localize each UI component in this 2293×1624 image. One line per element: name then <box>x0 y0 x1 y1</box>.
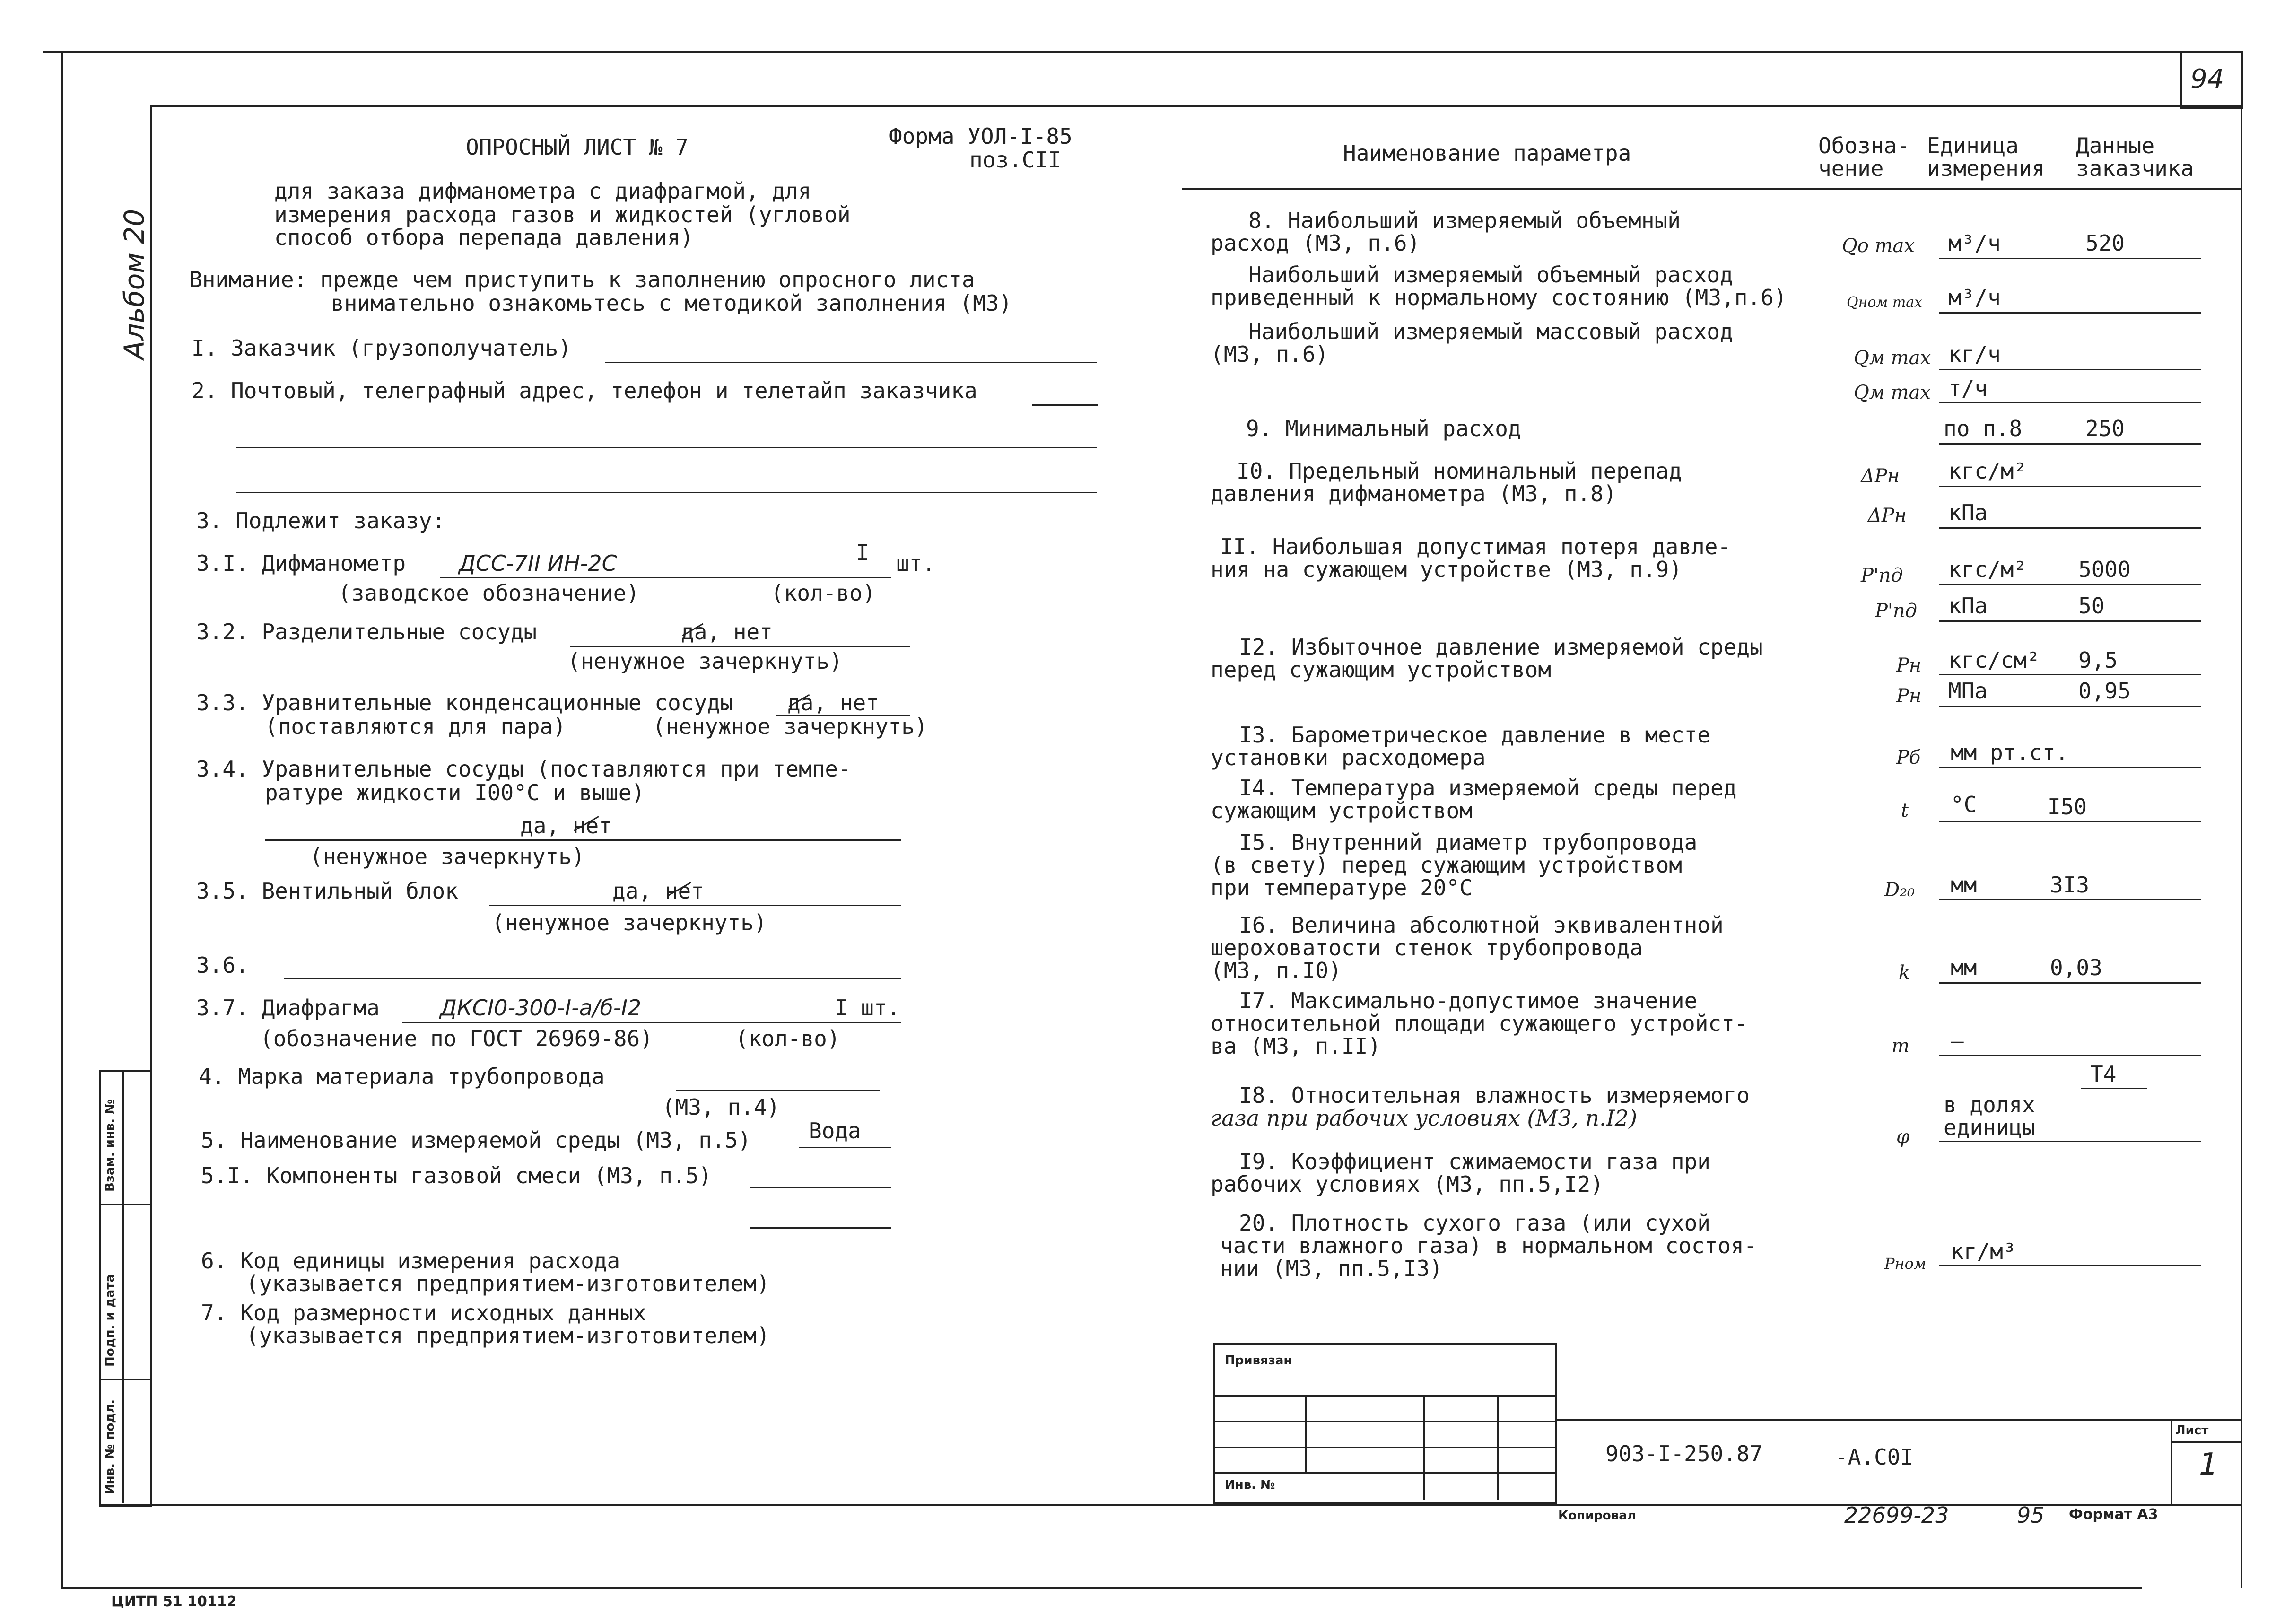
outer-frame-right <box>2241 51 2242 1588</box>
item-3-4-line-1: 3.4. Уравнительные сосуды (поставляются при темпе- <box>196 756 851 782</box>
param-13-field[interactable] <box>1939 767 2201 768</box>
param-17-unit: – <box>1951 1028 1964 1054</box>
sheet-code: -А.С0I <box>1835 1444 1914 1470</box>
param-14-value[interactable]: I50 <box>2048 794 2087 820</box>
item-3-2-field[interactable] <box>570 646 910 647</box>
item-3-6-label: 3.6. <box>196 952 249 978</box>
param-8b-line-1: Наибольший измеряемый объемный расход <box>1248 262 1733 288</box>
param-8c-symbol: Qм max <box>1854 347 1931 369</box>
param-18-symbol: φ <box>1896 1126 1910 1148</box>
param-8c-field[interactable] <box>1939 369 2201 370</box>
item-3-label: 3. Подлежит заказу: <box>196 508 445 533</box>
param-13-line-1: I3. Барометрическое давление в месте <box>1239 722 1710 748</box>
param-12-unit: кгс/см² <box>1948 647 2040 673</box>
list-cell-left <box>2171 1419 2172 1504</box>
item-3-1-field[interactable] <box>440 577 891 578</box>
item-3-4-sub: (ненужное зачеркнуть) <box>310 844 585 869</box>
header-param: Наименование параметра <box>1343 140 1631 166</box>
param-15-field <box>1939 899 2201 900</box>
param-14-line-1: I4. Температура измеряемой среды перед <box>1239 775 1737 801</box>
header-unit-2: измерения <box>1927 156 2045 181</box>
param-12b-symbol: Pн <box>1896 685 1922 707</box>
item-3-1-label: 3.I. Дифманометр <box>196 550 406 576</box>
stamp-divider-v <box>122 1070 124 1503</box>
param-15-line-1: I5. Внутренний диаметр трубопровода <box>1239 829 1698 855</box>
title-block-top <box>1555 1419 2241 1421</box>
param-18-unit-2: единицы <box>1944 1115 2035 1140</box>
param-20-line-2: части влажного газа) в нормальном состоя- <box>1220 1233 1757 1258</box>
header-designation-1: Обозна- <box>1818 133 1910 158</box>
inv-no-label: Инв. № <box>1225 1478 1275 1492</box>
list-number: 1 <box>2199 1447 2218 1482</box>
param-16-unit: мм <box>1951 955 1977 980</box>
param-10-line-2: давления дифманометра (МЗ, п.8) <box>1211 481 1617 506</box>
param-10-field[interactable] <box>1939 486 2201 487</box>
param-16-line-1: I6. Величина абсолютной эквивалентной <box>1239 912 1724 938</box>
param-13-symbol: Pб <box>1896 747 1921 768</box>
sheet-corner-number: 94 <box>2190 64 2224 95</box>
param-15-value[interactable]: 3I3 <box>2050 872 2090 898</box>
item-3-7-field[interactable] <box>402 1022 901 1023</box>
header-data-2: заказчика <box>2076 156 2194 181</box>
list-label: Лист <box>2175 1423 2209 1438</box>
footer-format: Формат А3 <box>2069 1506 2158 1523</box>
kopiroval-label: Копировал <box>1558 1509 1636 1523</box>
item-1-label: I. Заказчик (грузополучатель) <box>192 335 572 361</box>
param-12-value[interactable]: 9,5 <box>2078 647 2118 673</box>
param-11-unit: кгс/м² <box>1948 557 2027 582</box>
right-header-underline <box>1182 188 2241 190</box>
param-10b-symbol: ΔPн <box>1868 505 1907 526</box>
item-5-1-label: 5.I. Компоненты газовой смеси (МЗ, п.5) <box>201 1163 712 1188</box>
param-18-field[interactable] <box>1939 1141 2201 1142</box>
param-10b-unit: кПа <box>1948 500 1988 525</box>
footer-page-number: 95 <box>2017 1502 2045 1528</box>
param-18-line-1: I8. Относительная влажность измеряемого <box>1239 1083 1750 1108</box>
item-3-4-value: да, нет <box>520 813 612 838</box>
param-12-line-1: I2. Избыточное давление измеряемой среды <box>1239 634 1763 660</box>
outer-frame-bottom <box>61 1587 2142 1589</box>
item-5-value: Вода <box>809 1118 861 1144</box>
privyazan-row-3 <box>1213 1447 1555 1448</box>
privyazan-col-1 <box>1305 1395 1307 1472</box>
item-5-field[interactable] <box>799 1147 891 1148</box>
header-data-1: Данные <box>2076 133 2155 158</box>
item-3-7-value: ДКСI0-300-I-а/б-I2 <box>440 995 642 1021</box>
param-17-line-3: ва (МЗ, п.II) <box>1211 1033 1381 1059</box>
list-cell-divider <box>2171 1441 2241 1443</box>
privyazan-col-3 <box>1497 1395 1499 1500</box>
item-3-7-sub-2: (кол-во) <box>735 1026 840 1051</box>
param-15-symbol: D₂₀ <box>1884 879 1915 901</box>
param-8c-unit: кг/ч <box>1948 341 2001 367</box>
item-3-1-value: ДСС-7II ИН-2С <box>459 550 617 576</box>
item-3-2-value: да, нет <box>681 619 773 645</box>
album-label: Альбом 20 <box>118 209 150 359</box>
param-12b-field <box>1939 706 2201 707</box>
param-12b-value[interactable]: 0,95 <box>2078 678 2131 704</box>
footer-doc-number: 22699-23 <box>1844 1502 1949 1528</box>
item-6-line-2: (указывается предприятием-изготовителем) <box>246 1271 770 1296</box>
outer-frame-left <box>61 51 63 1588</box>
form-title: ОПРОСНЫЙ ЛИСТ № 7 <box>466 134 689 160</box>
item-5-1-field-a[interactable] <box>750 1187 891 1188</box>
param-9-value[interactable]: 250 <box>2085 416 2125 441</box>
privyazan-row-2 <box>1213 1421 1555 1422</box>
param-8-field <box>1939 258 2201 259</box>
param-19-line-1: I9. Коэффициент сжимаемости газа при <box>1239 1149 1710 1174</box>
item-3-1-sub-2: (кол-во) <box>771 580 876 606</box>
param-15-unit: мм <box>1951 872 1977 898</box>
item-3-3-label: 3.3. Уравнительные конденсационные сосуды <box>196 690 733 716</box>
item-3-7-qty: I шт. <box>835 995 900 1021</box>
stamp-cell-3: Инв. № подл. <box>103 1399 117 1494</box>
param-8c-line-1: Наибольший измеряемый массовый расход <box>1248 319 1733 344</box>
param-8-line-2: расход (МЗ, п.6) <box>1211 230 1421 256</box>
item-3-1-sub-1: (заводское обозначение) <box>338 580 639 606</box>
param-14-field <box>1939 821 2201 822</box>
param-15-line-3: при температуре 20°С <box>1211 875 1473 900</box>
param-10-symbol: ΔPн <box>1861 465 1900 487</box>
param-12-field <box>1939 674 2201 675</box>
privyazan-row-1 <box>1213 1395 1555 1397</box>
param-8-symbol: Qо max <box>1842 235 1915 257</box>
param-11b-field <box>1939 620 2201 622</box>
param-17-line-1: I7. Максимально-допустимое значение <box>1239 988 1698 1013</box>
param-16-line-3: (МЗ, п.I0) <box>1211 958 1342 983</box>
attention-2: внимательно ознакомьтесь с методикой заполнения (МЗ) <box>331 290 1012 316</box>
item-3-3-sub-1: (поставляются для пара) <box>265 714 566 739</box>
item-1-field[interactable] <box>605 362 1097 363</box>
document-code: 903-I-250.87 <box>1605 1441 1763 1467</box>
form-position: поз.СII <box>969 147 1061 173</box>
privyazan-row-4 <box>1213 1472 1555 1474</box>
item-3-2-sub: (ненужное зачеркнуть) <box>567 648 843 674</box>
param-17-symbol: m <box>1892 1035 1909 1057</box>
attention-1: Внимание: прежде чем приступить к заполнению опросного листа <box>189 267 975 292</box>
param-11-line-2: ния на сужающем устройстве (МЗ, п.9) <box>1211 557 1682 582</box>
param-12-line-2: перед сужающим устройством <box>1211 657 1552 682</box>
item-7-line-1: 7. Код размерности исходных данных <box>201 1300 646 1326</box>
param-20-symbol: Pном <box>1884 1255 1927 1273</box>
param-18-line-2: газа при рабочих условиях (МЗ, п.I2) <box>1211 1105 1638 1131</box>
param-13-line-2: установки расходомера <box>1211 745 1486 770</box>
param-8-value[interactable]: 520 <box>2085 230 2125 256</box>
stamp-divider-1 <box>99 1204 150 1205</box>
param-16-field <box>1939 982 2201 984</box>
subtitle-2: измерения расхода газов и жидкостей (угловой <box>274 202 851 227</box>
subtitle-1: для заказа дифманометра с диафрагмой, для <box>274 178 811 204</box>
item-3-1-unit: шт. <box>896 550 936 576</box>
item-3-4-line-2: ратуре жидкости I00°С и выше) <box>265 780 645 805</box>
item-2-field-c[interactable] <box>236 492 1097 493</box>
item-3-7-sub-1: (обозначение по ГОСТ 26969-86) <box>260 1026 653 1051</box>
inner-frame-top <box>150 105 2241 107</box>
param-17-value-underline <box>2081 1088 2147 1089</box>
param-14-line-2: сужающим устройством <box>1211 798 1473 823</box>
item-3-2-label: 3.2. Разделительные сосуды <box>196 619 537 645</box>
item-7-line-2: (указывается предприятием-изготовителем) <box>246 1323 770 1348</box>
param-9-field <box>1939 443 2201 445</box>
param-10-unit: кгс/м² <box>1948 458 2027 484</box>
param-11-symbol: P'пд <box>1861 565 1903 586</box>
param-8b-symbol: Qном max <box>1847 294 1923 311</box>
param-8-unit: м³/ч <box>1948 230 2001 256</box>
item-3-6-field[interactable] <box>284 978 901 979</box>
param-12b-unit: МПа <box>1948 678 1988 704</box>
param-20-line-3: нии (МЗ, пп.5,I3) <box>1220 1256 1443 1281</box>
stamp-divider-2 <box>99 1379 150 1380</box>
param-11-value[interactable]: 5000 <box>2078 557 2131 582</box>
param-10-line-1: I0. Предельный номинальный перепад <box>1237 458 1682 484</box>
form-code: Форма УОЛ-I-85 <box>889 123 1072 149</box>
item-2-field-b[interactable] <box>236 447 1097 448</box>
item-3-5-label: 3.5. Вентильный блок <box>196 878 458 904</box>
param-11b-unit: кПа <box>1948 593 1988 619</box>
param-14-symbol: t <box>1901 800 1909 821</box>
param-16-line-2: шероховатости стенок трубопровода <box>1211 935 1643 960</box>
param-8b-field[interactable] <box>1939 312 2201 314</box>
param-18-unit-1: в долях <box>1944 1092 2035 1118</box>
param-9-label: 9. Минимальный расход <box>1246 416 1521 441</box>
item-3-3-sub-2: (ненужное зачеркнуть) <box>653 714 928 739</box>
param-13-unit: мм рт.ст. <box>1951 740 2069 765</box>
stamp-cell-1: Взам. инв. № <box>103 1099 117 1192</box>
item-3-5-value: да, нет <box>612 878 704 904</box>
param-8b-unit: м³/ч <box>1948 285 2001 310</box>
param-15-line-2: (в свету) перед сужающим устройством <box>1211 852 1682 878</box>
param-20-unit: кг/м³ <box>1951 1239 2016 1264</box>
item-2-field-a[interactable] <box>1032 404 1098 406</box>
item-5-label: 5. Наименование измеряемой среды (МЗ, п.5) <box>201 1127 751 1153</box>
param-11-line-1: II. Наибольшая допустимая потеря давле- <box>1220 534 1731 559</box>
param-17-value[interactable]: Т4 <box>2090 1061 2117 1087</box>
item-2-label: 2. Почтовый, телеграфный адрес, телефон и телетайп заказчика <box>192 378 977 403</box>
param-11b-value[interactable]: 50 <box>2078 593 2105 619</box>
outer-frame-top <box>43 51 2241 53</box>
stamp-cell-2: Подп. и дата <box>103 1274 117 1367</box>
param-8-line-1: 8. Наибольший измеряемый объемный <box>1248 208 1681 233</box>
param-17-field[interactable] <box>1939 1055 2201 1056</box>
item-3-4-field[interactable] <box>265 839 901 841</box>
privyazan-label: Привязан <box>1225 1353 1292 1368</box>
header-unit-1: Единица <box>1927 133 2019 158</box>
item-3-5-sub: (ненужное зачеркнуть) <box>492 910 767 935</box>
item-5-1-field-b[interactable] <box>750 1227 891 1229</box>
param-20-line-1: 20. Плотность сухого газа (или сухой <box>1239 1210 1710 1236</box>
param-11b-symbol: P'пд <box>1875 600 1918 622</box>
param-19-line-2: рабочих условиях (МЗ, пп.5,I2) <box>1211 1171 1604 1197</box>
item-4-field[interactable] <box>676 1090 880 1091</box>
item-3-3-value: да, нет <box>787 690 879 716</box>
param-20-field[interactable] <box>1939 1265 2201 1266</box>
param-8d-field[interactable] <box>1939 402 2201 403</box>
param-12-symbol: Pн <box>1896 655 1922 676</box>
item-4-ref: (МЗ, п.4) <box>662 1094 780 1120</box>
param-10b-field[interactable] <box>1939 527 2201 529</box>
param-16-symbol: k <box>1899 962 1910 984</box>
param-8d-unit: т/ч <box>1948 375 1988 401</box>
item-3-7-label: 3.7. Диафрагма <box>196 995 380 1021</box>
subtitle-3: способ отбора перепада давления) <box>274 225 694 250</box>
param-8d-symbol: Qм max <box>1854 382 1931 403</box>
item-3-5-field[interactable] <box>489 905 901 906</box>
param-17-line-2: относительной площади сужающего устройст- <box>1211 1011 1748 1036</box>
header-designation-2: чение <box>1818 156 1884 181</box>
param-14-unit: °С <box>1951 792 1977 817</box>
item-3-1-qty: I <box>856 540 869 565</box>
param-8b-line-2: приведенный к нормальному состоянию (МЗ,п.6) <box>1211 285 1787 310</box>
param-16-value[interactable]: 0,03 <box>2050 955 2102 980</box>
param-9-unit: по п.8 <box>1944 416 2023 441</box>
item-6-line-1: 6. Код единицы измерения расхода <box>201 1248 620 1274</box>
privyazan-col-2 <box>1423 1395 1425 1500</box>
footer-cito: ЦИТП 51 10112 <box>111 1593 237 1610</box>
param-11-field <box>1939 584 2201 585</box>
item-4-label: 4. Марка материала трубопровода <box>199 1064 605 1089</box>
param-8c-line-2: (МЗ, п.6) <box>1211 341 1329 367</box>
